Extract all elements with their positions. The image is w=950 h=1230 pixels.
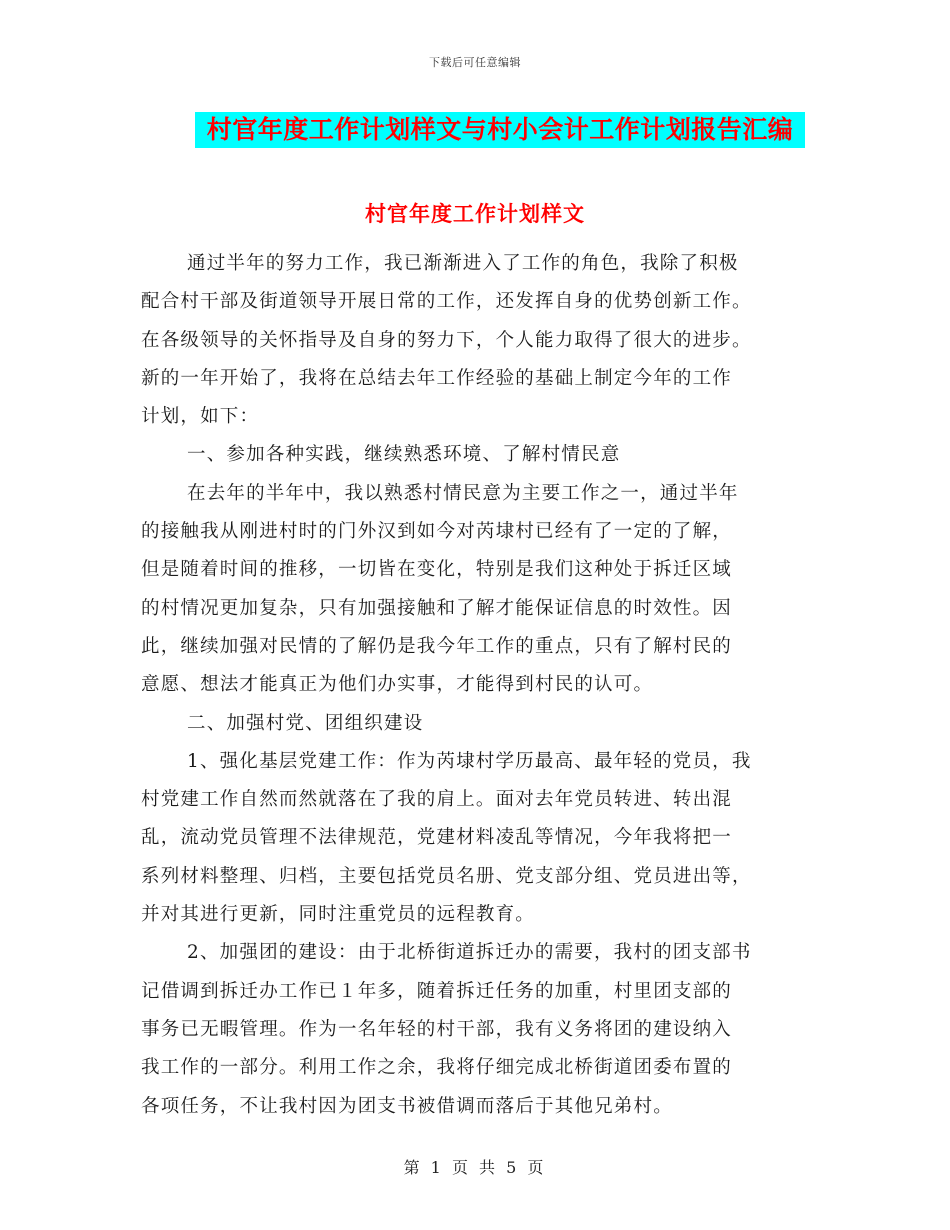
paragraph-line: 新的一年开始了，我将在总结去年工作经验的基础上制定今年的工作 [141,367,733,389]
main-title-highlight [195,112,805,148]
paragraph-line: 事务已无暇管理。作为一名年轻的村干部，我有义务将团的建设纳入 [141,1018,733,1040]
paragraph-line: 配合村干部及街道领导开展日常的工作，还发挥自身的优势创新工作。 [141,291,752,313]
section-heading-2: 二、加强村党、团组织建设 [187,712,424,734]
page-number-footer: 第 1 页 共 5 页 [403,1158,547,1177]
paragraph-line: 我工作的一部分。利用工作之余，我将仔细完成北桥街道团委布置的 [141,1057,733,1079]
paragraph-line: 此，继续加强对民情的了解仍是我今年工作的重点，只有了解村民的 [141,635,733,657]
section-heading-1: 一、参加各种实践，继续熟悉环境、了解村情民意 [187,444,621,466]
paragraph-line: 意愿、想法才能真正为他们办实事，才能得到村民的认可。 [141,674,654,696]
paragraph-line: 系列材料整理、归档，主要包括党员名册、党支部分组、党员进出等， [141,865,752,887]
paragraph-line: 村党建工作自然而然就落在了我的肩上。面对去年党员转进、转出混 [141,789,733,811]
paragraph-line: 在去年的半年中，我以熟悉村情民意为主要工作之一，通过半年 [187,482,739,504]
paragraph-line: 乱，流动党员管理不法律规范，党建材料凌乱等情况，今年我将把一 [141,827,733,849]
section-title: 村官年度工作计划样文 [365,201,585,226]
header-note: 下载后可任意编辑 [429,56,521,69]
paragraph-line: 1、强化基层党建工作：作为芮埭村学历最高、最年轻的党员，我 [187,750,752,772]
paragraph-line: 并对其进行更新，同时注重党员的远程教育。 [141,904,536,926]
paragraph-line: 的接触我从刚进村时的门外汉到如今对芮埭村已经有了一定的了解， [141,521,733,543]
paragraph-line: 计划，如下： [141,406,260,428]
paragraph-line: 的村情况更加复杂，只有加强接触和了解才能保证信息的时效性。因 [141,597,733,619]
main-title: 村官年度工作计划样文与村小会计工作计划报告汇编 [206,115,794,144]
paragraph-line: 记借调到拆迁办工作已１年多，随着拆迁任务的加重，村里团支部的 [141,980,733,1002]
paragraph-line: 但是随着时间的推移，一切皆在变化，特别是我们这种处于拆迁区域 [141,559,733,581]
paragraph-line: 2、加强团的建设：由于北桥街道拆迁办的需要，我村的团支部书 [187,942,752,964]
paragraph-line: 在各级领导的关怀指导及自身的努力下，个人能力取得了很大的进步。 [141,329,752,351]
document-body [141,245,811,1126]
paragraph-line: 通过半年的努力工作，我已渐渐进入了工作的角色，我除了积极 [187,253,739,274]
paragraph-line: 各项任务，不让我村因为团支书被借调而落后于其他兄弟村。 [141,1095,673,1117]
